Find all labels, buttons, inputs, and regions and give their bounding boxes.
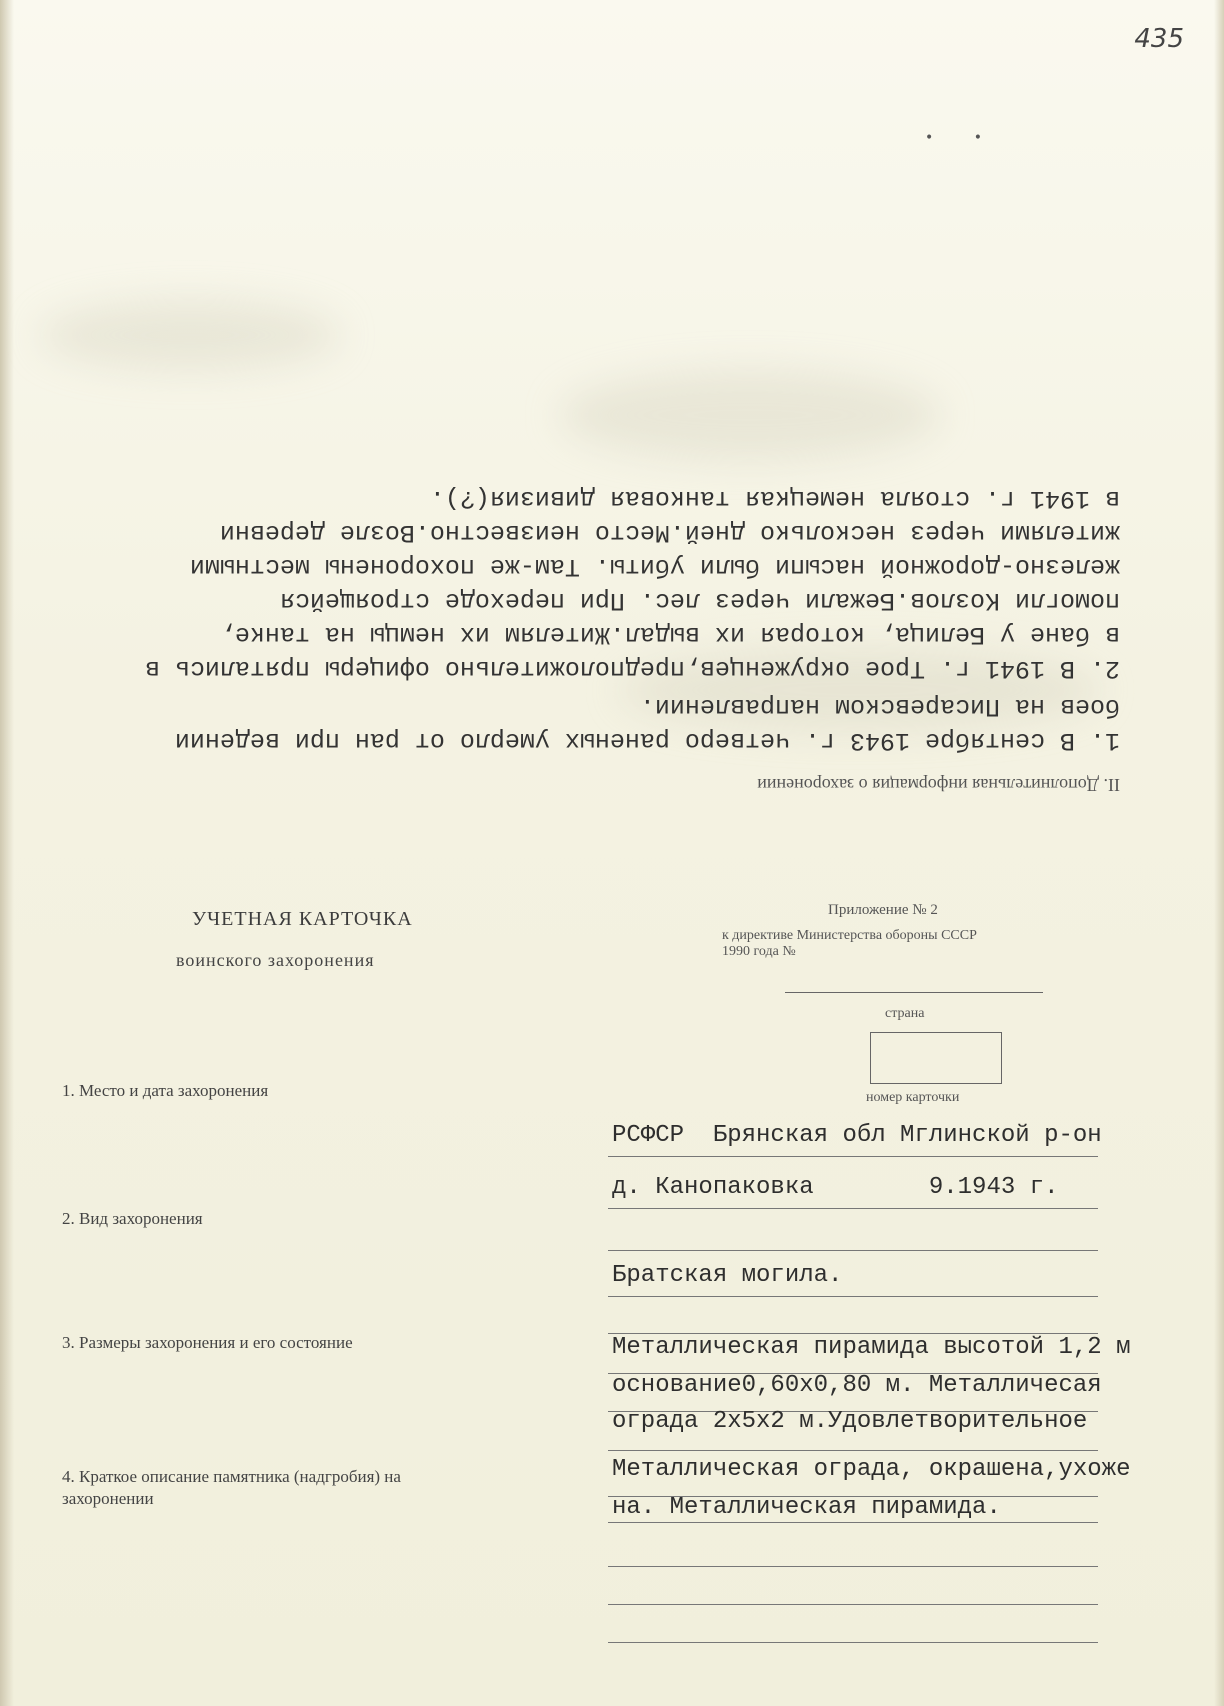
field-line: [608, 1604, 1098, 1643]
paper-edge-right: [1214, 0, 1224, 1706]
country-field-line: [785, 992, 1043, 993]
paper-stain: [560, 370, 940, 460]
paper-edge-left: [0, 0, 14, 1706]
field-line: [608, 1335, 1098, 1374]
section-title: II. Дополнительная информация о захоронении: [757, 775, 1120, 795]
field-value: д. Канопаковка 9.1943 г.: [612, 1174, 1059, 1201]
country-label: страна: [885, 1006, 925, 1021]
typed-line: жителями через несколько дней.Место неизвестно.Возле деревни: [219, 518, 1120, 547]
field-value: на. Металлическая пирамида.: [612, 1494, 1001, 1521]
field-label-burial-type: 2. Вид захоронения: [62, 1209, 203, 1228]
field-line: [608, 1212, 1098, 1251]
field-value: основание0,60х0,80 м. Металличесая: [612, 1372, 1102, 1399]
field-line: [608, 1566, 1098, 1605]
field-line: [608, 1528, 1098, 1567]
typed-line: в бане у Белица, которая их выдал.Жителям их немцы на танке,: [219, 620, 1120, 649]
form-title: УЧЕТНАЯ КАРТОЧКА: [192, 908, 413, 930]
field-label-dimensions: 3. Размеры захоронения и его состояние: [62, 1333, 353, 1352]
directive-line: 1990 года №: [722, 944, 796, 959]
appendix-label: Приложение № 2: [828, 902, 938, 918]
directive-reference: [722, 928, 977, 960]
card-number-box: [870, 1032, 1002, 1084]
typed-line: 2. В 1941 г. Трое окруженцев,предположительно офицеры прятались в: [144, 654, 1120, 683]
typed-line: помогли Козлов.Бежали через лес. При переходе строящейся: [279, 586, 1120, 615]
field-value: РСФСР Брянская обл Мглинской р-он: [612, 1122, 1102, 1149]
field-line: [608, 1412, 1098, 1451]
field-value: Братская могила.: [612, 1262, 843, 1289]
paper-stain: [40, 300, 340, 370]
form-subtitle: воинского захоронения: [176, 950, 375, 970]
card-number-label: номер карточки: [866, 1090, 960, 1105]
field-label-line: 4. Краткое описание памятника (надгробия) на: [62, 1467, 401, 1486]
typed-line: железно-дорожной насыпи были убиты. Там-же похоронены местными: [189, 552, 1120, 581]
page-number: 435: [1134, 24, 1184, 54]
field-label-place-date: 1. Место и дата захоронения: [62, 1081, 269, 1100]
typed-line: 1. В сентябре 1943 г. четверо раненых умерло от ран при ведении: [174, 726, 1120, 755]
additional-info-section: [10, 455, 1120, 795]
typed-line: в 1941 г. стояла немецкая танковая дивизия(?).: [429, 484, 1120, 513]
typed-line: боев на Писаревском направлении.: [639, 692, 1120, 721]
field-label-monument-description: [62, 1466, 401, 1510]
directive-line: к директиве Министерства обороны СССР: [722, 928, 977, 943]
stray-marks: • •: [925, 130, 1000, 146]
field-value: Металлическая пирамида высотой 1,2 м: [612, 1334, 1131, 1361]
field-value: Металлическая ограда, окрашена,ухоже: [612, 1456, 1131, 1483]
field-line: [608, 1373, 1098, 1412]
field-value: ограда 2х5х2 м.Удовлетворительное: [612, 1408, 1088, 1435]
field-line: [608, 1295, 1098, 1334]
field-label-line: захоронении: [62, 1489, 154, 1508]
